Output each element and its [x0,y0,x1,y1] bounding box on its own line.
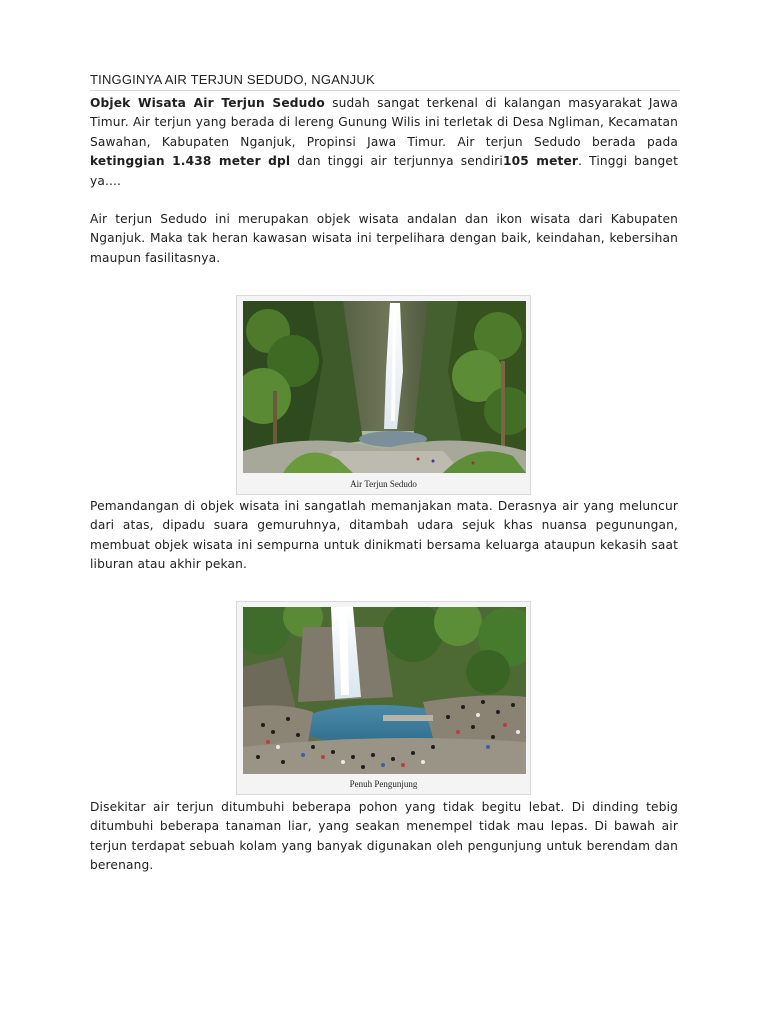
bold-phrase-objek: Objek Wisata Air Terjun Sedudo [90,96,325,110]
paragraph-scenery: Pemandangan di objek wisata ini sangatlah memanjakan mata. Derasnya air yang meluncur dari atas, dipadu suara gemuruhnya, ditambah udara sejuk khas nuansa pegunungan, membuat objek wisata ini sempurna untuk dinikmati bersama keluarga ataupun kekasih saat liburan atau akhir pekan. [90,499,678,572]
figure-caption: Air Terjun Sedudo [350,479,417,489]
paragraph-pool: Disekitar air terjun ditumbuhi beberapa pohon yang tidak begitu lebat. Di dinding tebig ditumbuhi beberapa tanaman liar, yang seakan menempel tidak mau lepas. Di bawah air terjun terdapat sebuah kolam yang banyak digunakan oleh pengunjung untuk berendam dan berenang. [90,800,678,873]
figure-caption: Penuh Pengunjung [349,779,418,789]
crowd-photo [243,607,526,774]
bold-phrase-height: 105 meter [502,154,579,169]
article-title: TINGGINYA AIR TERJUN SEDUDO, NGANJUK [90,72,680,91]
bold-phrase-ketinggian: ketinggian 1.438 meter dpl [90,154,291,169]
paragraph-icon: Air terjun Sedudo ini merupakan objek wisata andalan dan ikon wisata dari Kabupaten Nganjuk. Maka tak heran kawasan wisata ini terpelihara dengan baik, keindahan, kebersihan maupun fasilitasnya. [90,212,678,265]
figure-waterfall [236,295,531,495]
intro-text-2: dan tinggi air terjunnya sendiri [290,154,503,169]
paragraph-intro [90,94,678,191]
intro-text-3: . Tinggi banget ya.... [90,154,679,188]
waterfall-photo [243,301,526,473]
figure-visitors [236,601,531,795]
intro-text-1: sudah sangat terkenal di kalangan masyarakat Jawa Timur. Air terjun yang berada di lereng Gunung Wilis ini terletak di Desa Ngliman, Kecamatan Sawahan, Kabupaten Nganjuk, Propinsi Jawa Timur. Air terjun Sedudo berada pada [90,96,679,149]
